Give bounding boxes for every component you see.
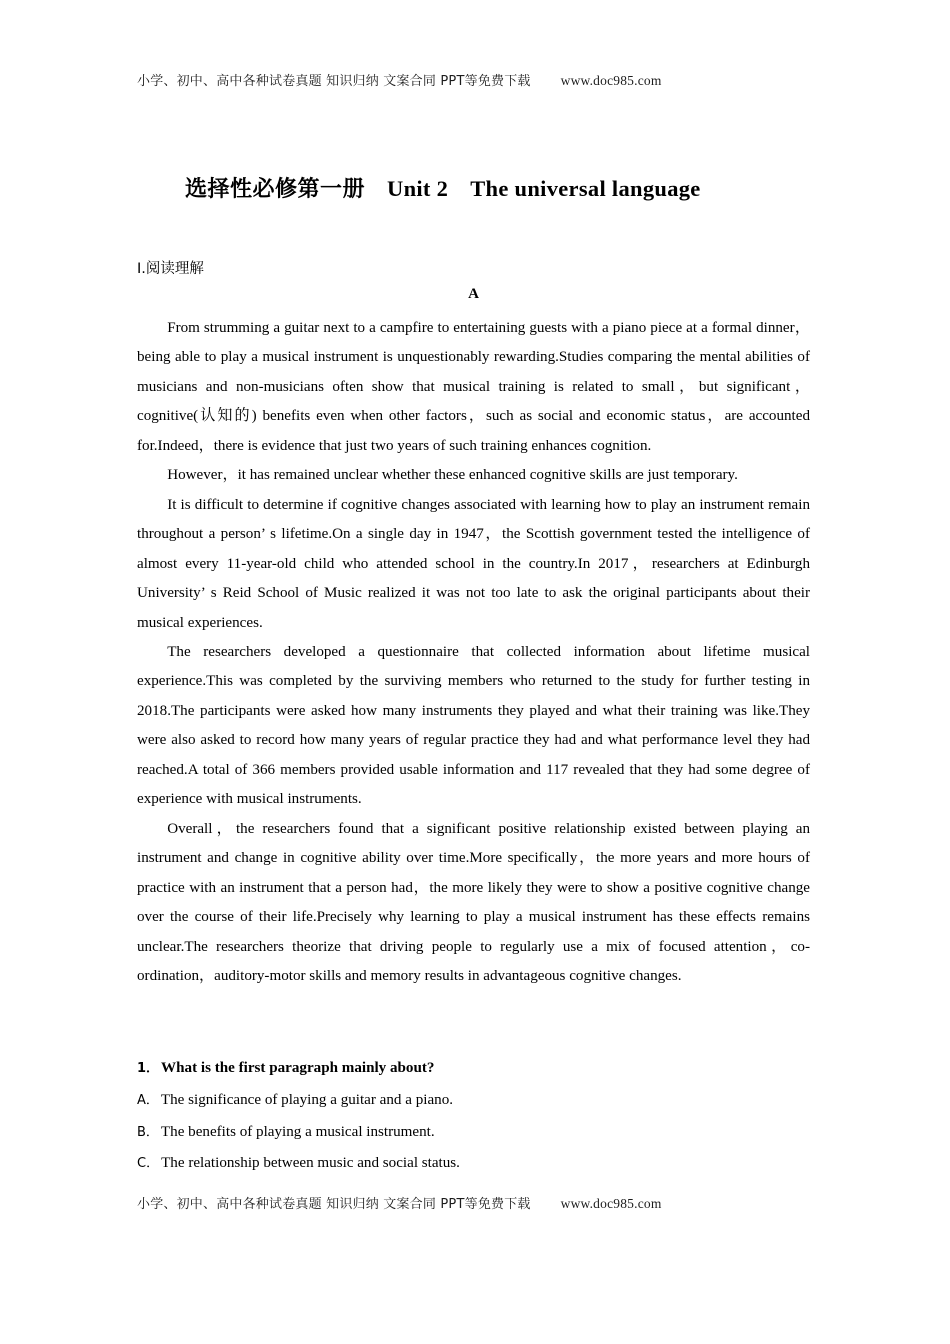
question-option[interactable] (137, 1117, 810, 1149)
question-option[interactable] (137, 1148, 810, 1180)
question-option[interactable] (137, 1085, 810, 1117)
passage-body (137, 314, 810, 991)
passage-paragraph: Overall，the researchers found that a significant positive relationship existed between playing an instrument and change in cognitive ability over time.More specifically，the more years and more hours of practice with an instrument that a person had，the more likely they were to show a positive cognitive change over the course of their life.Precisely why learning to play a musical instrument has these effects remains unclear.The researchers theorize that driving people to regularly use a mix of focused attention，co-ordination，auditory-motor skills and memory results in advantageous cognitive changes. (137, 820, 810, 984)
header-url: www.doc985.com (560, 73, 662, 88)
footer-url: www.doc985.com (560, 1196, 662, 1211)
option-text: The benefits of playing a musical instrument. (160, 1123, 435, 1140)
title-book-label: 选择性必修第一册 (185, 177, 366, 202)
question-list (137, 1053, 810, 1180)
option-text: The significance of playing a guitar and a piano. (160, 1091, 454, 1108)
option-letter: B． (137, 1124, 159, 1140)
footer-promo-text: 小学、初中、高中各种试卷真题 知识归纳 文案合同 PPT等免费下载 (137, 1197, 531, 1212)
passage-paragraph: However，it has remained unclear whether these enhanced cognitive skills are just temporary. (167, 467, 738, 484)
page-header (137, 70, 810, 89)
header-promo-text: 小学、初中、高中各种试卷真题 知识归纳 文案合同 PPT等免费下载 (137, 74, 531, 89)
passage-paragraph: It is difficult to determine if cognitive changes associated with learning how to play an instrument remain throughout a person’ s lifetime.On a single day in 1947，the Scottish government tested the intelligence of almost every 11-year-old child who attended school in the country.In 2017，researchers at Edinburgh University’ s Reid School of Music realized it was not too late to ask the original participants about their musical experiences. (137, 496, 810, 631)
title-unit-name: The universal language (470, 176, 701, 201)
question-number: 1． (137, 1061, 160, 1076)
page-footer (137, 1193, 810, 1212)
section-heading-label: Ⅰ.阅读理解 (137, 261, 204, 277)
page-title (185, 172, 701, 203)
option-text: The relationship between music and social status. (161, 1155, 460, 1172)
passage-paragraph: The researchers developed a questionnaire that collected information about lifetime musical experience.This was completed by the surviving members who returned to the study for further testing in 2018.The participants were asked how many instruments they played and what their training was like.They were also asked to record how many years of regular practice they had and what performance level they had reached.A total of 366 members provided usable information and 117 revealed that they had some degree of experience with musical instruments. (137, 643, 810, 808)
title-unit-label: Unit 2 (387, 176, 449, 201)
question-stem (137, 1053, 810, 1085)
option-letter: A． (137, 1092, 159, 1108)
option-letter: C． (137, 1156, 160, 1172)
passage-paragraph: From strumming a guitar next to a campfire to entertaining guests with a piano piece at a formal dinner，being able to play a musical instrument is unquestionably rewarding.Studies comparing the mental abilities of musicians and non-musicians often show that musical training is related to small，but significant，cognitive(认知的) benefits even when other factors，such as social and economic status，are accounted for.Indeed，there is evidence that just two years of such training enhances cognition. (137, 320, 810, 454)
section-heading (137, 257, 204, 278)
passage-label: A (468, 286, 479, 302)
question-stem-text: What is the first paragraph mainly about? (161, 1060, 435, 1076)
